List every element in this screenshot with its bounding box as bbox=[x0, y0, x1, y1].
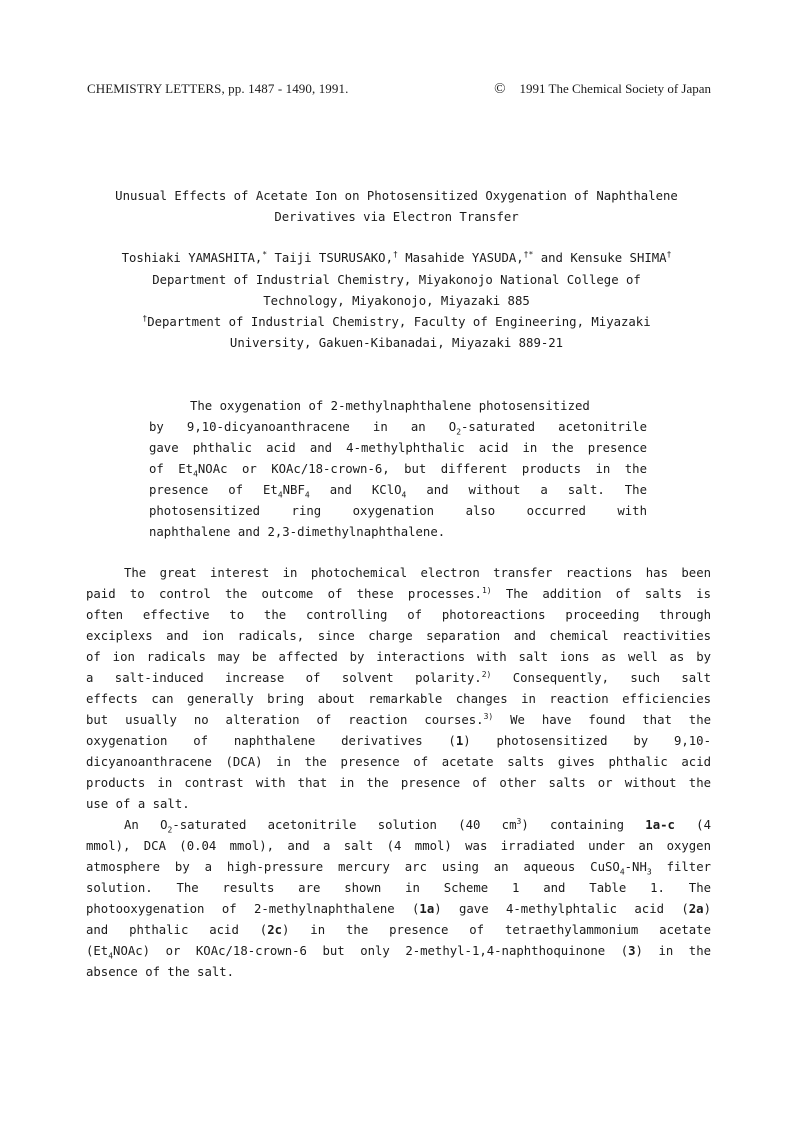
author-mark: * bbox=[262, 249, 268, 259]
reference-mark: 2) bbox=[481, 669, 492, 679]
body-line: products in contrast with that in the presence of other salts or without the bbox=[86, 776, 711, 790]
paper-title-line-1: Unusual Effects of Acetate Ion on Photosensitized Oxygenation of Naphthalene bbox=[115, 189, 678, 203]
body-line: An $O_2$-saturated acetonitrile solution (40 $cm^3$) containing 1a-c (4 bbox=[124, 816, 711, 835]
abstract-line: by 9,10-dicyanoanthracene in an $O_2$-saturated acetonitrile bbox=[149, 420, 648, 437]
body-line: photooxygenation of 2-methylnaphthalene (1a) gave 4-methylphtalic acid (2a) bbox=[86, 902, 711, 916]
author-list bbox=[40, 248, 753, 269]
abstract-line: of $Et_4NOAc$ or KOAc/18-crown-6, but different products in the bbox=[149, 462, 647, 479]
author-name: Toshiaki YAMASHITA, bbox=[121, 251, 263, 265]
body-line: often effective to the controlling of photoreactions proceeding through bbox=[86, 608, 711, 622]
body-line: and phthalic acid (2c) in the presence of tetraethylammonium acetate bbox=[86, 923, 711, 937]
affiliation-2-line-2: University, Gakuen-Kibanadai, Miyazaki 889-21 bbox=[229, 336, 564, 350]
author-name: Taiji TSURUSAKO, bbox=[267, 251, 393, 265]
body-line: atmosphere by a high-pressure mercury arc using an aqueous $CuSO_4-NH_3$ filter bbox=[86, 860, 711, 877]
affiliation-mark: † bbox=[142, 313, 148, 323]
body-line: $(Et_4NOAc)$ or KOAc/18-crown-6 but only 2-methyl-1,4-naphthoquinone (3) in the bbox=[86, 944, 711, 961]
body-line: paid to control the outcome of these processes.$^{1)}$ The addition of salts is bbox=[86, 585, 711, 601]
journal-citation: CHEMISTRY LETTERS, pp. 1487 - 1490, 1991. bbox=[87, 81, 349, 96]
body-line: use of a salt. bbox=[86, 797, 190, 811]
body-line: of ion radicals may be affected by interactions with salt ions as well as by bbox=[86, 650, 711, 664]
body-line: dicyanoanthracene (DCA) in the presence of acetate salts gives phthalic acid bbox=[86, 755, 711, 769]
body-line: oxygenation of naphthalene derivatives (1) photosensitized by 9,10- bbox=[86, 734, 711, 748]
author-mark: †* bbox=[523, 249, 534, 259]
abstract-line: presence of $Et_4NBF_4$ and KClO$_4$ and without a salt. The bbox=[149, 483, 647, 500]
author-name: Masahide YASUDA, bbox=[397, 251, 524, 265]
affiliation-1-line-2: Technology, Miyakonojo, Miyazaki 885 bbox=[263, 294, 530, 308]
author-name: and Kensuke SHIMA bbox=[533, 251, 667, 265]
reference-mark: 1) bbox=[481, 585, 492, 595]
body-line: exciplexs and ion radicals, since charge separation and chemical reactivities bbox=[86, 629, 711, 643]
body-line: but usually no alteration of reaction courses.$^{3)}$ We have found that the bbox=[86, 711, 712, 727]
paper-title-line-2: Derivatives via Electron Transfer bbox=[274, 210, 519, 224]
affiliation-2-line-1: †Department of Industrial Chemistry, Faculty of Engineering, Miyazaki bbox=[142, 313, 651, 329]
affiliation-1-line-1: Department of Industrial Chemistry, Miyakonojo National College of bbox=[152, 273, 641, 287]
author-mark: † bbox=[392, 249, 398, 259]
abstract-line: gave phthalic acid and 4-methylphthalic acid in the presence bbox=[149, 441, 647, 455]
body-line: absence of the salt. bbox=[86, 965, 235, 979]
abstract-line: The oxygenation of 2-methylnaphthalene photosensitized bbox=[190, 399, 590, 413]
body-line: The great interest in photochemical electron transfer reactions has been bbox=[124, 566, 711, 580]
author-mark: † bbox=[666, 249, 672, 259]
abstract-line: photosensitized ring oxygenation also occurred with bbox=[149, 504, 647, 518]
copyright-symbol: © bbox=[494, 81, 506, 97]
reference-mark: 3) bbox=[483, 711, 494, 721]
abstract-line: naphthalene and 2,3-dimethylnaphthalene. bbox=[149, 525, 446, 539]
body-line: mmol), DCA (0.04 mmol), and a salt (4 mmol) was irradiated under an oxygen bbox=[86, 839, 711, 853]
copyright-line bbox=[494, 81, 711, 98]
copyright-text: 1991 The Chemical Society of Japan bbox=[519, 81, 711, 96]
body-line: solution. The results are shown in Scheme 1 and Table 1. The bbox=[86, 881, 711, 895]
body-line: a salt-induced increase of solvent polarity.$^{2)}$ Consequently, such salt bbox=[86, 669, 711, 685]
body-line: effects can generally bring about remarkable changes in reaction efficiencies bbox=[86, 692, 711, 706]
